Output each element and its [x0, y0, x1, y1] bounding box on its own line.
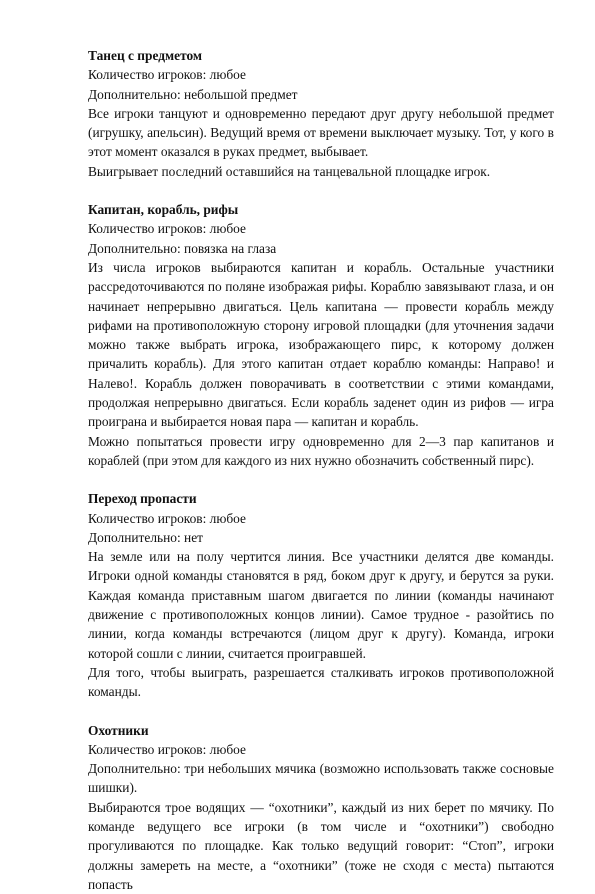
players-count: Количество игроков: любое	[88, 219, 554, 238]
section-title: Переход пропасти	[88, 489, 554, 508]
body-paragraph: Выигрывает последний оставшийся на танцевальной площадке игрок.	[88, 162, 554, 181]
section-title: Танец с предметом	[88, 46, 554, 65]
body-paragraph: Для того, чтобы выиграть, разрешается сталкивать игроков противоположной команды.	[88, 663, 554, 702]
body-paragraph: Выбираются трое водящих — “охотники”, каждый из них берет по мячику. По команде ведущего все игроки (в том числе и “охотники”) свободно прогуливаются по площадке. Как только ведущий говорит: “Стоп”, игроки должны замереть на месте, а “охотники” (тоже не сходя с места) пытаются попасть	[88, 798, 554, 894]
document-page	[88, 46, 554, 894]
body-paragraph: Можно попытаться провести игру одновременно для 2—3 пар капитанов и кораблей (при этом для каждого из них нужно обозначить собственный пирс).	[88, 432, 554, 471]
players-count: Количество игроков: любое	[88, 509, 554, 528]
game-section	[88, 46, 554, 181]
game-section	[88, 489, 554, 701]
body-paragraph: На земле или на полу чертится линия. Все участники делятся две команды. Игроки одной команды становятся в ряд, боком друг к другу, и берутся за руки. Каждая команда приставным шагом двигается по линии (команды начинают движение с противоположных концов линии). Самое трудное - разойтись по линии, когда команды встречаются (лицом друг к другу). Команда, игроки которой сошли с линии, считается проигравшей.	[88, 547, 554, 663]
extra-equipment: Дополнительно: нет	[88, 528, 554, 547]
extra-equipment: Дополнительно: три небольших мячика (возможно использовать также сосновые шишки).	[0, 759, 554, 798]
players-count: Количество игроков: любое	[88, 740, 554, 759]
extra-equipment: Дополнительно: повязка на глаза	[88, 239, 554, 258]
players-count: Количество игроков: любое	[88, 65, 554, 84]
extra-equipment: Дополнительно: небольшой предмет	[88, 85, 554, 104]
body-paragraph: Все игроки танцуют и одновременно передают друг другу небольшой предмет (игрушку, апельсин). Ведущий время от времени выключает музыку. Тот, у кого в этот момент оказался в руках предмет, выбывает.	[88, 104, 554, 162]
game-section	[88, 721, 554, 894]
game-section	[88, 200, 554, 470]
section-title: Охотники	[88, 721, 554, 740]
section-title: Капитан, корабль, рифы	[88, 200, 554, 219]
body-paragraph: Из числа игроков выбираются капитан и корабль. Остальные участники рассредоточиваются по поляне изображая рифы. Кораблю завязывают глаза, и он начинает непрерывно двигаться. Цель капитана — провести корабль между рифами на противоположную сторону игровой площадки (для уточнения задачи можно также выбрать игрока, изображающего пирс, к которому должен причалить корабль). Для этого капитан отдает кораблю команды: Направо! и Налево!. Корабль должен поворачивать в соответствии с этими командами, продолжая непрерывно двигаться. Если корабль заденет один из рифов — игра проиграна и выбирается новая пара — капитан и корабль.	[88, 258, 554, 432]
